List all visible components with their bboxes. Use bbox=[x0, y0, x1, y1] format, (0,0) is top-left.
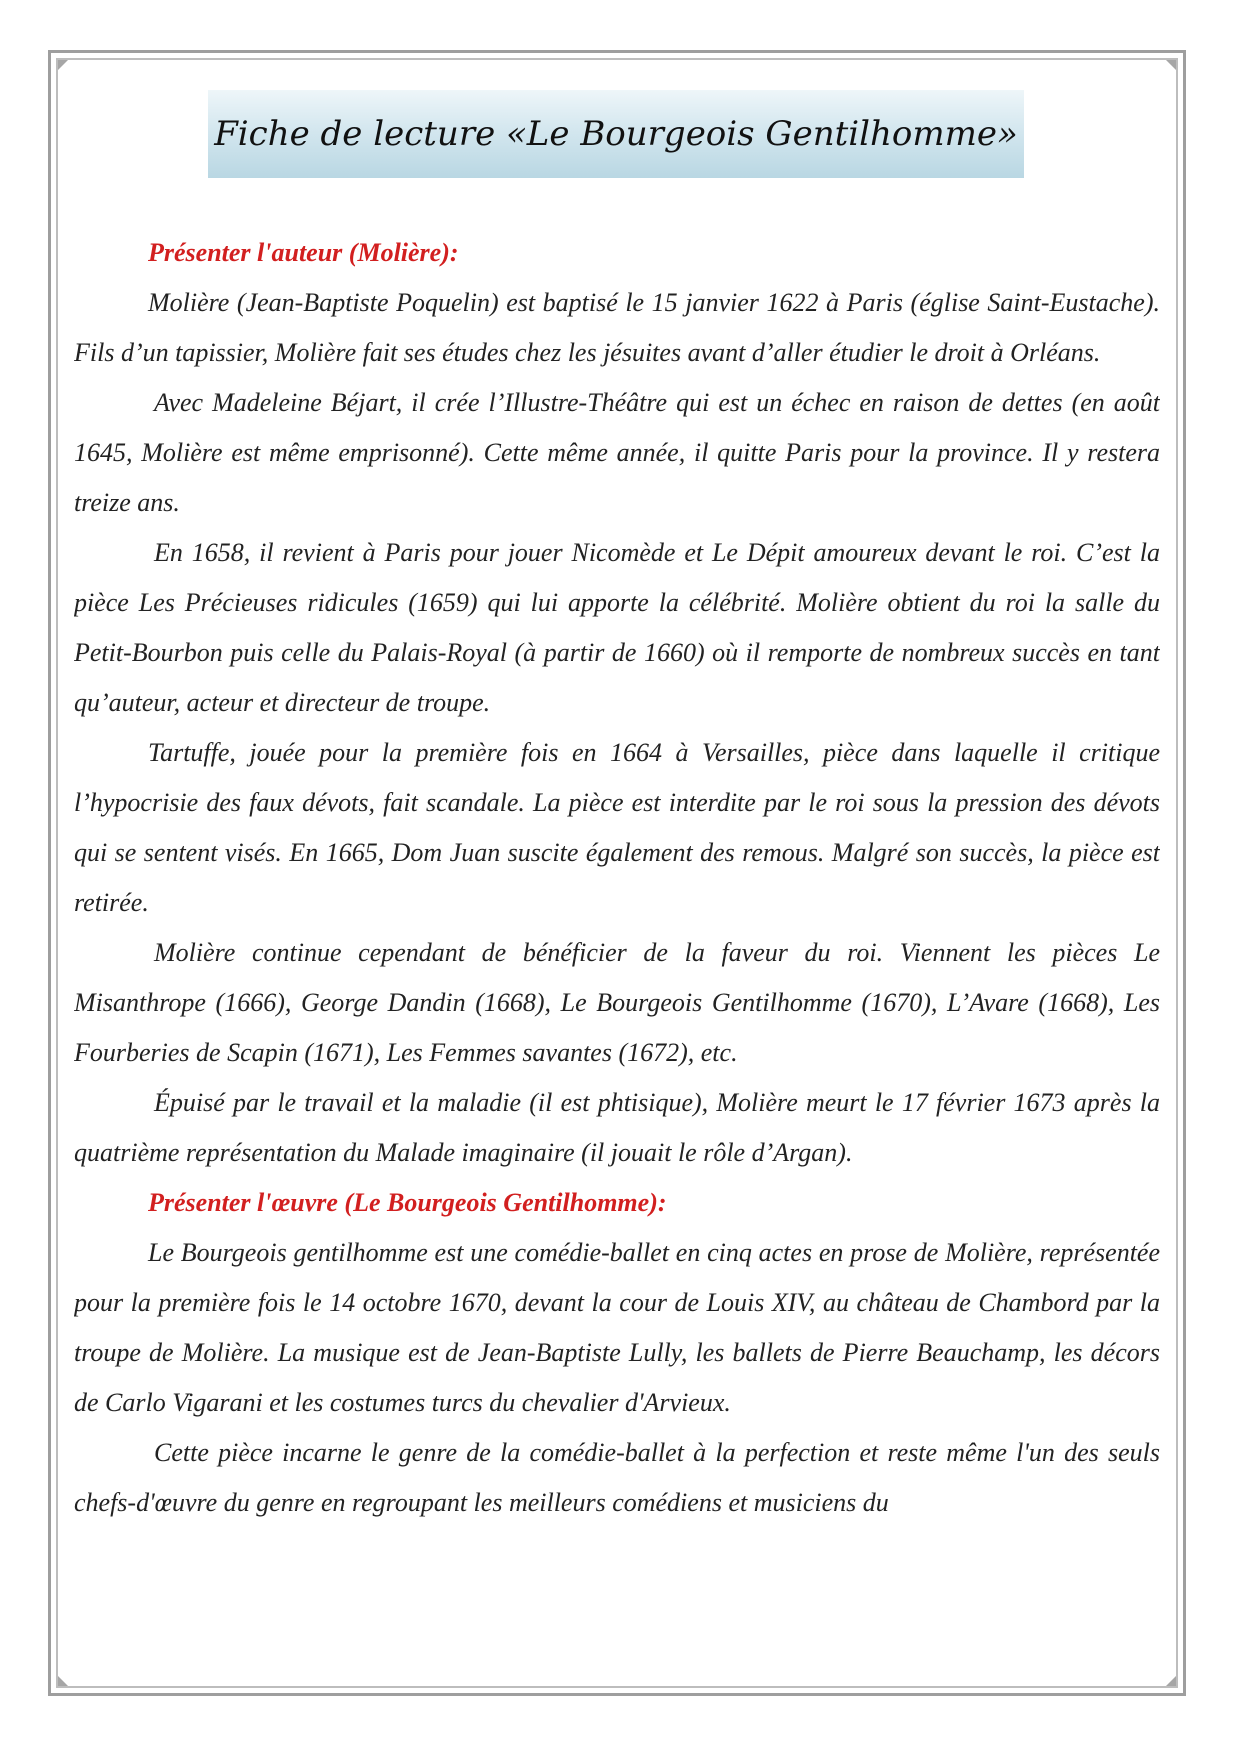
section-heading-author: Présenter l'auteur (Molière): bbox=[148, 238, 459, 267]
section-heading-work: Présenter l'œuvre (Le Bourgeois Gentilhomme): bbox=[148, 1188, 667, 1217]
corner-ornament-top-left bbox=[58, 60, 68, 70]
corner-ornament-top-right bbox=[1166, 60, 1176, 70]
title-banner bbox=[208, 90, 1024, 178]
corner-ornament-bottom-left bbox=[58, 1676, 68, 1686]
paragraph-work-2: Cette pièce incarne le genre de la comédie-ballet à la perfection et reste même l'un des seuls chefs-d'œuvre du genre en regroupant les meilleurs comédiens et musiciens du bbox=[74, 1438, 1160, 1517]
paragraph-author-1: Molière (Jean-Baptiste Poquelin) est baptisé le 15 janvier 1622 à Paris (église Saint-Eustache). Fils d’un tapissier, Molière fait ses études chez les jésuites avant d’aller étudier le droit à Orléans. bbox=[74, 288, 1160, 367]
paragraph-author-3: En 1658, il revient à Paris pour jouer Nicomède et Le Dépit amoureux devant le roi. C’est la pièce Les Précieuses ridicules (1659) qui lui apporte la célébrité. Molière obtient du roi la salle du Petit-Bourbon puis celle du Palais-Royal (à partir de 1660) où il remporte de nombreux succès en tant qu’auteur, acteur et directeur de troupe. bbox=[74, 538, 1160, 717]
paragraph-author-5: Molière continue cependant de bénéficier de la faveur du roi. Viennent les pièces Le Misanthrope (1666), George Dandin (1668), Le Bourgeois Gentilhomme (1670), L’Avare (1668), Les Fourberies de Scapin (1671), Les Femmes savantes (1672), etc. bbox=[74, 938, 1160, 1067]
page-title: Fiche de lecture «Le Bourgeois Gentilhomme» bbox=[214, 114, 1018, 154]
paragraph-author-4: Tartuffe, jouée pour la première fois en 1664 à Versailles, pièce dans laquelle il critique l’hypocrisie des faux dévots, fait scandale. La pièce est interdite par le roi sous la pression des dévots qui se sentent visés. En 1665, Dom Juan suscite également des remous. Malgré son succès, la pièce est retirée. bbox=[74, 738, 1160, 917]
paragraph-author-2: Avec Madeleine Béjart, il crée l’Illustre-Théâtre qui est un échec en raison de dettes (en août 1645, Molière est même emprisonné). Cette même année, il quitte Paris pour la province. Il y restera treize ans. bbox=[74, 388, 1160, 517]
corner-ornament-bottom-right bbox=[1166, 1676, 1176, 1686]
paragraph-author-6: Épuisé par le travail et la maladie (il est phtisique), Molière meurt le 17 février 1673 après la quatrième représentation du Malade imaginaire (il jouait le rôle d’Argan). bbox=[74, 1088, 1160, 1167]
paragraph-work-1: Le Bourgeois gentilhomme est une comédie-ballet en cinq actes en prose de Molière, représentée pour la première fois le 14 octobre 1670, devant la cour de Louis XIV, au château de Chambord par la troupe de Molière. La musique est de Jean-Baptiste Lully, les ballets de Pierre Beauchamp, les décors de Carlo Vigarani et les costumes turcs du chevalier d'Arvieux. bbox=[74, 1238, 1160, 1417]
document-body bbox=[74, 228, 1160, 1668]
